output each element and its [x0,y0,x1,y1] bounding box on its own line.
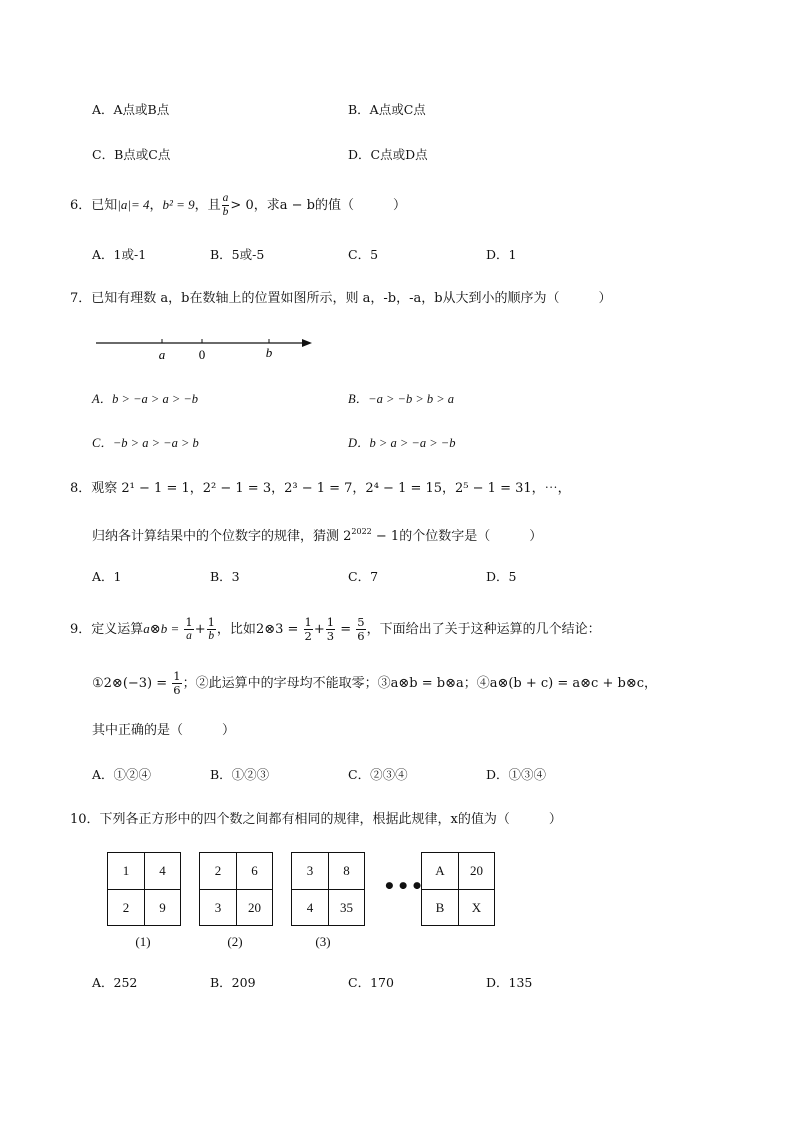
q9-option-b: B．①②③ [210,767,270,782]
square-cell: 20 [236,889,272,925]
q10-stem: 10．下列各正方形中的四个数之间都有相同的规律，根据此规律，x的值为（ ） [70,812,562,827]
q8-option-c: C．7 [348,569,379,584]
q8-stem-2: 归纳各计算结果中的个位数字的规律，猜测 $2^{2022} - 1$的个位数字是（ ） [92,527,543,544]
q8-stem [70,479,571,499]
square-cell: 2 [214,863,222,878]
q5-option-b: B．A点或C点 [348,102,426,117]
q10-option-d: D．135 [486,975,533,990]
q6-option-b: B．5或-5 [210,247,265,262]
square-cell: A [435,863,445,878]
q6-ask: ，求a − b的值（ ） [253,198,406,213]
axis-label-b: b [265,345,273,360]
square-cell: 9 [144,889,180,925]
q9-fraction-five-sixths: $\frac{5}{6}$ [357,615,365,643]
q7-option-d: D．b > a > −a > −b [348,436,456,450]
q10-square-1 [107,852,181,926]
q10-square-4 [421,852,495,926]
q9-option-c: C．②③④ [348,767,408,782]
q9-stem: 9．定义运算a⊗b = $\frac{1}{a}$ + $\frac{1}{b}$ ，比如2⊗3 = $\frac{1}{2}$ + $\frac{1}{3}$ = $\frac{5}{6}$ ，下面给出了关于这种运算的几个结论： [70,615,601,643]
square-cell: 4 [292,889,328,925]
square-cell: B [422,889,458,925]
q6-and: ，且 [194,198,221,213]
q5-option-d: D．C点或D点 [348,147,428,162]
square-cell: 4 [144,853,180,889]
q10-option-c: C．170 [348,975,394,990]
q9-conclusions: ①2⊗(−3) = $\frac{1}{6}$ ；②此运算中的字母均不能取零；③a⊗b = b⊗a；④a⊗(b + c) = a⊗c + b⊗c， [92,669,657,697]
q8-option-b: B．3 [210,569,240,584]
q9-fraction-one-sixth: $\frac{1}{6}$ [173,669,181,697]
q9-fraction-1-over-b: $\frac{1}{b}$ [207,615,215,642]
q7-number-line [90,330,320,364]
square-cell: 1 [122,863,130,878]
axis-label-a: a [158,347,166,362]
q5-option-c: C．B点或C点 [92,147,171,162]
q6-stem: 6．已知|a|= 4，b² = 9，且 $\frac{a}{b}$ > 0，求a − b的值（ ） [70,192,406,218]
square-cell: 3 [306,863,314,878]
square-cell: 20 [458,853,494,889]
q10-caption-2: (2) [227,934,243,949]
q7-option-c: C．−b > a > −a > b [92,436,199,450]
q8-option-d: D．5 [486,569,517,584]
square-cell: X [458,889,494,925]
q10-square-3 [291,852,365,926]
q9-fraction-half: $\frac{1}{2}$ [304,615,312,643]
q6-option-a: A．1或-1 [92,247,147,262]
q8-number: 8． [70,481,92,496]
q8-exponent: 2022 [351,527,372,536]
number-line-arrow-icon [302,339,312,347]
q10-caption-1: (1) [135,934,151,949]
q6-option-d: D．1 [486,247,517,262]
square-cell: 35 [328,889,364,925]
square-cell: 6 [236,853,272,889]
square-cell: 3 [200,889,236,925]
q9-fraction-third: $\frac{1}{3}$ [326,615,335,643]
q9-option-a: A．①②④ [92,767,152,782]
q10-ellipsis: ••• [383,874,425,898]
q6-prefix: 已知 [91,198,118,213]
q10-option-a: A．252 [92,975,138,990]
q8-stem-text: 观察 2¹ − 1 = 1，2² − 1 = 3，2³ − 1 = 7，2⁴ − 1 = 15，2⁵ − 1 = 31，⋯， [91,481,571,496]
q6-b-squared: b² = 9 [162,197,195,212]
q6-number: 6． [70,198,92,213]
q10-caption-3: (3) [315,934,331,949]
q9-option-d: D．①③④ [486,767,547,782]
q7-option-a: A．b > −a > a > −b [92,392,199,406]
q7-stem: 7．已知有理数 a，b在数轴上的位置如图所示，则 a，-b，-a，b从大到小的顺序为（ ） [70,291,612,306]
q6-abs-a: |a|= 4 [117,197,150,212]
q9-stem-3: 其中正确的是（ ） [92,723,236,738]
q8-option-a: A．1 [92,569,122,584]
q10-option-b: B．209 [210,975,256,990]
square-cell: 2 [108,889,144,925]
q6-gt-zero: > 0 [230,198,254,213]
q10-square-2 [199,852,273,926]
q7-option-b: B．−a > −b > b > a [348,392,455,406]
square-cell: 8 [328,853,364,889]
axis-label-0: 0 [198,347,206,362]
q9-fraction-1-over-a: $\frac{1}{a}$ [185,615,193,642]
q6-fraction: $\frac{a}{b}$ [222,192,229,218]
q5-option-a: A．A点或B点 [92,102,170,117]
q6-option-c: C．5 [348,247,379,262]
